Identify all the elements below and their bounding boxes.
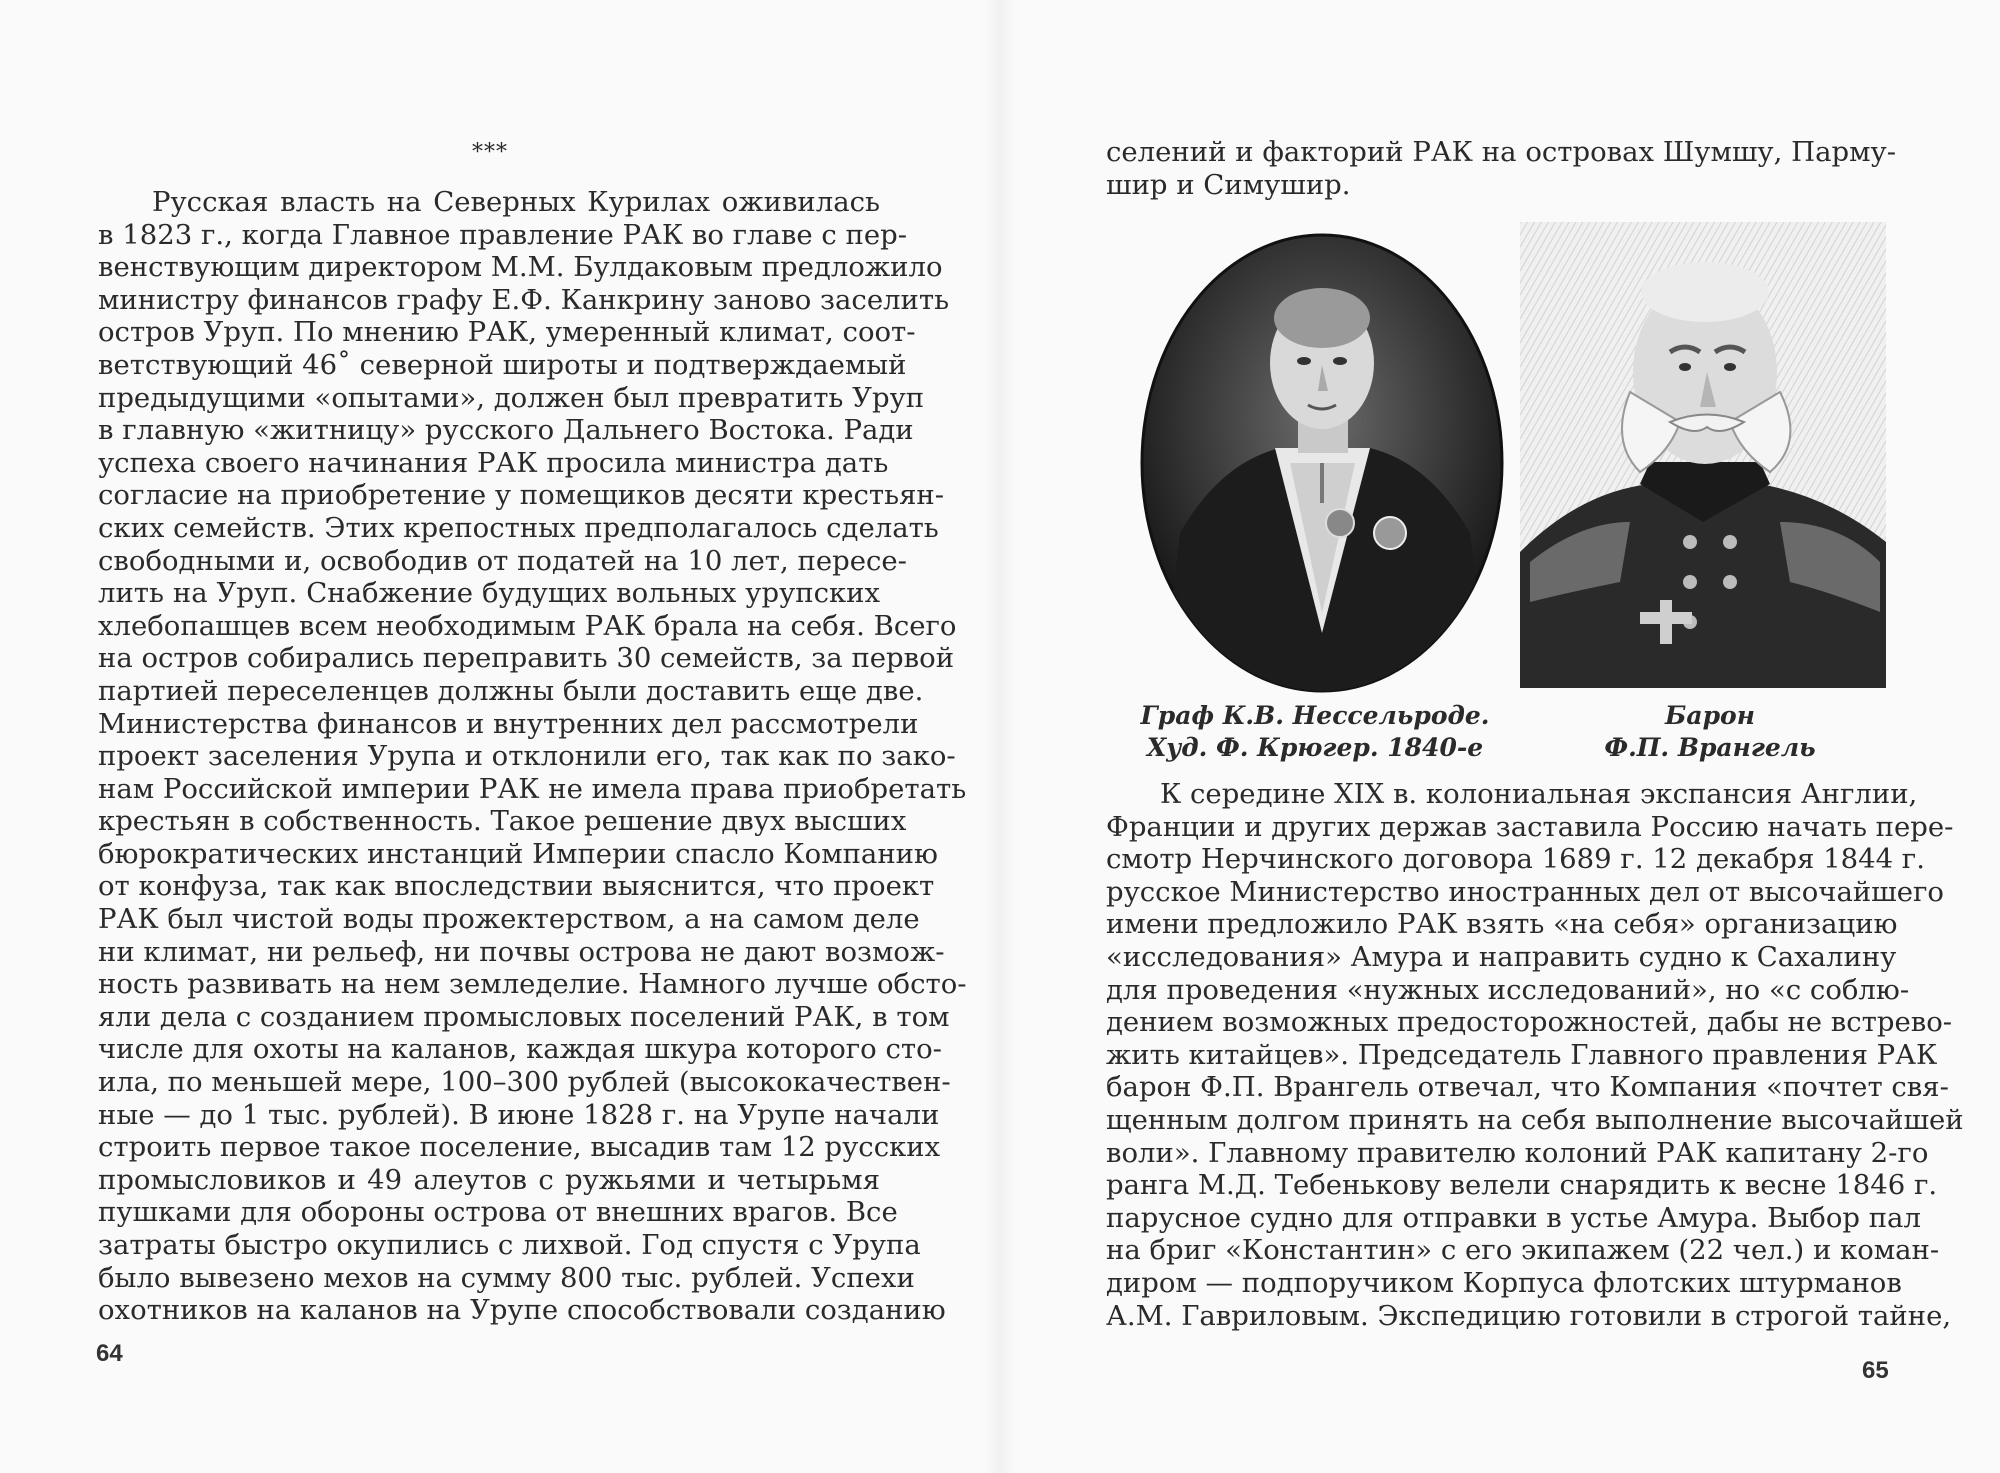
portrait-nesselrode-image [1140, 233, 1504, 693]
text-line: проект заселения Урупа и отклонили его, так как по зако- [98, 740, 956, 773]
text-line: охотников на каланов на Урупе способствовали созданию [98, 1294, 946, 1327]
text-line: предыдущими «опытами», должен был превратить Уруп [98, 381, 925, 414]
text-line: остров Уруп. По мнению РАК, умеренный климат, соот- [98, 316, 916, 349]
text-line: «исследования» Амура и направить судно к Сахалину [1106, 940, 1897, 973]
text-line: было вывезено мехов на сумму 800 тыс. рублей. Успехи [98, 1261, 915, 1294]
text-line: от конфуза, так как впоследствии выяснится, что проект [98, 870, 935, 903]
caption-wrangel-line2: Ф.П. Врангель [1604, 733, 1816, 762]
text-line: венствующим директором М.М. Булдаковым предложило [98, 251, 943, 284]
text-line: дением возможных предосторожностей, дабы не встрево- [1106, 1006, 1953, 1039]
text-line: ских семейств. Этих крепостных предполагалось сделать [98, 511, 939, 544]
text-line: парусное судно для отправки в устье Амура. Выбор пал [1106, 1201, 1921, 1234]
text-line: хлебопашцев всем необходимым РАК брала на себя. Всего [98, 609, 957, 642]
text-line: диром — подпоручиком Корпуса флотских штурманов [1106, 1266, 1902, 1299]
text-line: А.М. Гавриловым. Экспедицию готовили в строгой тайне, [1106, 1299, 1952, 1332]
text-line: воли». Главному правителю колоний РАК капитану 2-го [1106, 1136, 1929, 1169]
text-line: затраты быстро окупились с лихвой. Год спустя с Урупа [98, 1229, 921, 1261]
caption-wrangel-line1: Барон [1665, 701, 1755, 730]
text-line: смотр Нерчинского договора 1689 г. 12 декабря 1844 г. [1106, 843, 1925, 876]
caption-nesselrode-line1: Граф К.В. Нессельроде. [1140, 701, 1490, 730]
text-line: барон Ф.П. Врангель отвечал, что Компания «почтет свя- [1106, 1071, 1949, 1104]
text-line: нам Российской империи РАК не имела права приобретать [98, 772, 967, 805]
text-line: РАК был чистой воды прожектерством, а на самом деле [98, 903, 920, 936]
text-line: жить китайцев». Председатель Главного правления РАК [1106, 1038, 1938, 1071]
text-line: в 1823 г., когда Главное правление РАК во главе с пер- [98, 218, 908, 251]
text-line: Министерства финансов и внутренних дел рассмотрели [98, 707, 919, 740]
section-separator: *** [472, 140, 508, 165]
text-line: ные — до 1 тыс. рублей). В июне 1828 г. на Урупе начали [98, 1098, 940, 1131]
text-line: ность развивать на нем земледелие. Намного лучше обсто- [98, 968, 967, 1001]
text-line: числе для охоты на каланов, каждая шкура которого сто- [98, 1033, 942, 1066]
text-line: селений и факторий РАК на островах Шумшу, Парму- [1106, 136, 1896, 168]
text-line: свободными и, освободив от податей на 10 лет, пересе- [98, 544, 907, 577]
text-line: на остров собирались переправить 30 семейств, за первой [98, 642, 955, 675]
text-line: успеха своего начинания РАК просила министра дать [98, 446, 889, 479]
caption-nesselrode-line2: Худ. Ф. Крюгер. 1840-е [1146, 733, 1484, 762]
text-line: Русская власть на Северных Курилах оживилась [152, 186, 880, 218]
text-line: шир и Симушир. [1106, 168, 1351, 201]
right-body-text [1106, 778, 1964, 1332]
portrait-nesselrode [1140, 233, 1504, 693]
text-line: согласие на приобретение у помещиков десяти крестьян- [98, 479, 945, 512]
text-line: имени предложило РАК взять «на себя» организацию [1106, 908, 1898, 941]
text-line: ранга М.Д. Тебенькову велели снарядить к весне 1846 г. [1106, 1169, 1938, 1202]
right-top-text [1106, 136, 1896, 201]
text-line: бюрократических инстанций Империи спасло Компанию [98, 837, 938, 870]
text-line: Франции и других держав заставила Россию начать пере- [1106, 810, 1954, 843]
caption-wrangel [1560, 700, 1860, 764]
portrait-wrangel [1520, 222, 1886, 688]
text-line: в главную «житницу» русского Дальнего Востока. Ради [98, 414, 914, 447]
text-line: ветствующий 46˚ северной широты и подтверждаемый [98, 348, 907, 381]
portrait-wrangel-image [1520, 222, 1886, 688]
text-line: крестьян в собственность. Такое решение двух высших [98, 805, 907, 838]
text-line: лить на Уруп. Снабжение будущих вольных урупских [98, 577, 880, 610]
left-body-text [98, 186, 967, 1327]
text-line: ни климат, ни рельеф, ни почвы острова не дают возмож- [98, 935, 945, 968]
text-line: министру финансов графу Е.Ф. Канкрину заново заселить [98, 283, 950, 316]
text-line: промысловиков и 49 алеутов с ружьями и четырьмя [98, 1163, 880, 1196]
text-line: щенным долгом принять на себя выполнение высочайшей [1106, 1103, 1964, 1136]
text-line: К середине XIX в. колониальная экспансия Англии, [1160, 778, 1918, 810]
text-line: партией переселенцев должны были доставить еще две. [98, 674, 924, 707]
text-line: русское Министерство иностранных дел от высочайшего [1106, 875, 1944, 908]
page-number-left: 64 [96, 1340, 123, 1367]
text-line: ила, по меньшей мере, 100–300 рублей (высококачествен- [98, 1066, 951, 1099]
text-line: пушками для обороны острова от внешних врагов. Все [98, 1196, 898, 1229]
text-line: для проведения «нужных исследований», но «с соблю- [1106, 973, 1910, 1006]
caption-nesselrode [1110, 700, 1520, 764]
right-page [1000, 0, 2000, 1473]
text-line: строить первое такое поселение, высадив там 12 русских [98, 1131, 941, 1164]
text-line: яли дела с созданием промысловых поселений РАК, в том [98, 1000, 950, 1033]
text-line: на бриг «Константин» с его экипажем (22 чел.) и коман- [1106, 1234, 1940, 1267]
page-number-right: 65 [1862, 1357, 1889, 1384]
